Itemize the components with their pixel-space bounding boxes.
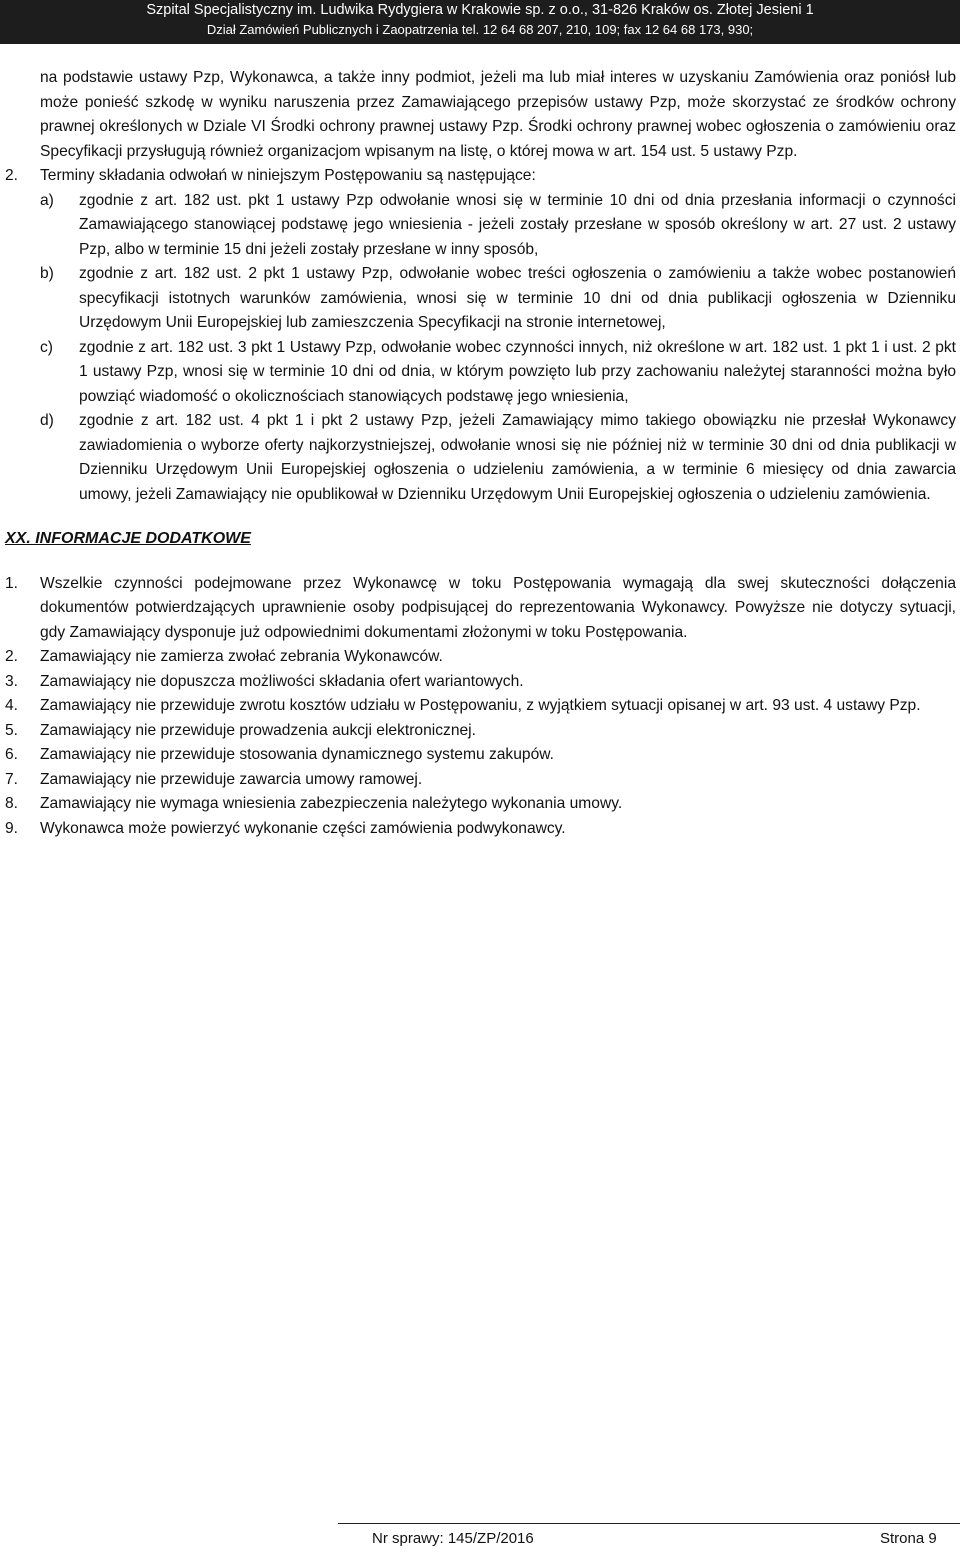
footer-page-number: Strona 9 [880, 1530, 937, 1547]
item-letter: b) [40, 265, 54, 282]
item-text: Zamawiający nie wymaga wniesienia zabezpieczenia należytego wykonania umowy. [40, 795, 623, 812]
section-item-7 [0, 768, 956, 793]
header-institution: Szpital Specjalistyczny im. Ludwika Rydygiera w Krakowie sp. z o.o., 31-826 Kraków os. Złotej Jesieni 1 [146, 2, 814, 18]
item-number: 7. [5, 770, 19, 788]
point-2-item-a [0, 189, 956, 263]
point-2-item-d [0, 409, 956, 507]
item-text: Zamawiający nie przewiduje prowadzenia aukcji elektronicznej. [40, 721, 476, 739]
point-2 [0, 164, 956, 189]
item-number: 6. [5, 746, 19, 763]
document-body [0, 66, 960, 841]
item-text: zgodnie z art. 182 ust. 2 pkt 1 ustawy Pzp, odwołanie wobec treści ogłoszenia o zamówieniu a także wobec postanowień specyfikacji istotnych warunków zamówienia, wnosi się w terminie 10 dni od dnia publikacji ogłoszenia w Dzienniku Urzędowym Unii Europejskiej lub zamieszczenia Specyfikacji na stronie internetowej, [79, 265, 956, 331]
item-number: 5. [5, 721, 19, 739]
item-text: Zamawiający nie przewiduje zwrotu kosztów udziału w Postępowaniu, z wyjątkiem sytuacji opisanej w art. 93 ust. 4 ustawy Pzp. [40, 697, 921, 714]
section-title: XX. INFORMACJE DODATKOWE [5, 530, 251, 547]
section-item-2 [0, 645, 956, 670]
header-contact: Dział Zamówień Publicznych i Zaopatrzenia tel. 12 64 68 207, 210, 109; fax 12 64 68 173, 930; [206, 22, 754, 37]
section-item-8 [0, 792, 956, 817]
point-2-number: 2. [5, 167, 19, 184]
intro-paragraph: na podstawie ustawy Pzp, Wykonawca, a także inny podmiot, jeżeli ma lub miał interes w uzyskaniu Zamówienia oraz poniósł lub może ponieść szkodę w wyniku naruszenia przez Zamawiającego przepisów ustawy Pzp, może skorzystać ze środków ochrony prawnej określonych w Dziale VI Środki ochrony prawnej ustawy Pzp. Środki ochrony prawnej wobec ogłoszenia o zamówieniu oraz Specyfikacji przysługują również organizacjom wpisanym na listę, o której mowa w art. 154 ust. 5 ustawy Pzp. [40, 69, 956, 160]
item-number: 4. [5, 697, 19, 714]
section-item-5 [0, 719, 956, 744]
point-2-text: Terminy składania odwołań w niniejszym Postępowaniu są następujące: [40, 167, 536, 184]
item-text: Zamawiający nie przewiduje stosowania dynamicznego systemu zakupów. [40, 746, 554, 763]
item-letter: a) [40, 191, 54, 209]
point-2-item-c [0, 336, 956, 410]
item-letter: c) [40, 338, 53, 356]
item-letter: d) [40, 412, 54, 429]
item-text: Zamawiający nie dopuszcza możliwości składania ofert wariantowych. [40, 672, 524, 690]
item-number: 8. [5, 795, 19, 812]
section-item-6 [0, 743, 956, 768]
item-text: zgodnie z art. 182 ust. pkt 1 ustawy Pzp odwołanie wnosi się w terminie 10 dni od dnia przesłania informacji o czynności Zamawiającego stanowiącej podstawę jego wniesienia - jeżeli zostały przesłane w sposób określony w art. 27 ust. 2 ustawy Pzp, albo w terminie 15 dni jeżeli zostały przesłane w inny sposób, [79, 191, 956, 258]
item-number: 3. [5, 672, 19, 690]
item-text: Wykonawca może powierzyć wykonanie części zamówienia podwykonawcy. [40, 819, 566, 837]
section-item-3 [0, 670, 956, 695]
item-text: Wszelkie czynności podejmowane przez Wykonawcę w toku Postępowania wymagają dla swej skuteczności dołączenia dokumentów potwierdzających uprawnienie osoby podpisującej do reprezentowania Wykonawcy. Powyższe nie dotyczy sytuacji, gdy Zamawiający dysponuje już odpowiednimi dokumentami złożonymi w toku Postępowania. [40, 574, 956, 641]
footer-case-number: Nr sprawy: 145/ZP/2016 [372, 1530, 534, 1547]
item-text: zgodnie z art. 182 ust. 3 pkt 1 Ustawy Pzp, odwołanie wobec czynności innych, niż określone w art. 182 ust. 1 pkt 1 i ust. 2 pkt 1 ustawy Pzp, wnosi się w terminie 10 dni od dnia, w którym powzięto lub przy zachowaniu należytej staranności można było powziąć wiadomość o okolicznościach stanowiących podstawę jego wniesienia, [79, 338, 956, 405]
section-item-9 [0, 817, 956, 842]
item-text: Zamawiający nie przewiduje zawarcia umowy ramowej. [40, 770, 423, 788]
item-number: 9. [5, 819, 19, 837]
point-2-item-b [0, 262, 956, 336]
item-number: 2. [5, 648, 19, 665]
document-header [0, 0, 960, 44]
item-number: 1. [5, 574, 19, 592]
section-item-4 [0, 694, 956, 719]
item-text: Zamawiający nie zamierza zwołać zebrania Wykonawców. [40, 648, 443, 665]
item-text: zgodnie z art. 182 ust. 4 pkt 1 i pkt 2 ustawy Pzp, jeżeli Zamawiający mimo takiego obowiązku nie przesłał Wykonawcy zawiadomienia o wyborze oferty najkorzystniejszej, odwołanie wnosi się nie później niż w terminie 30 dni od dnia publikacji w Dzienniku Urzędowym Unii Europejskiej ogłoszenia o udzieleniu zamówienia, a w terminie 6 miesięcy od dnia zawarcia umowy, jeżeli Zamawiający nie opublikował w Dzienniku Urzędowym Unii Europejskiej ogłoszenia o udzieleniu zamówienia. [79, 412, 956, 503]
section-item-1 [0, 572, 956, 646]
footer-divider [338, 1523, 960, 1524]
